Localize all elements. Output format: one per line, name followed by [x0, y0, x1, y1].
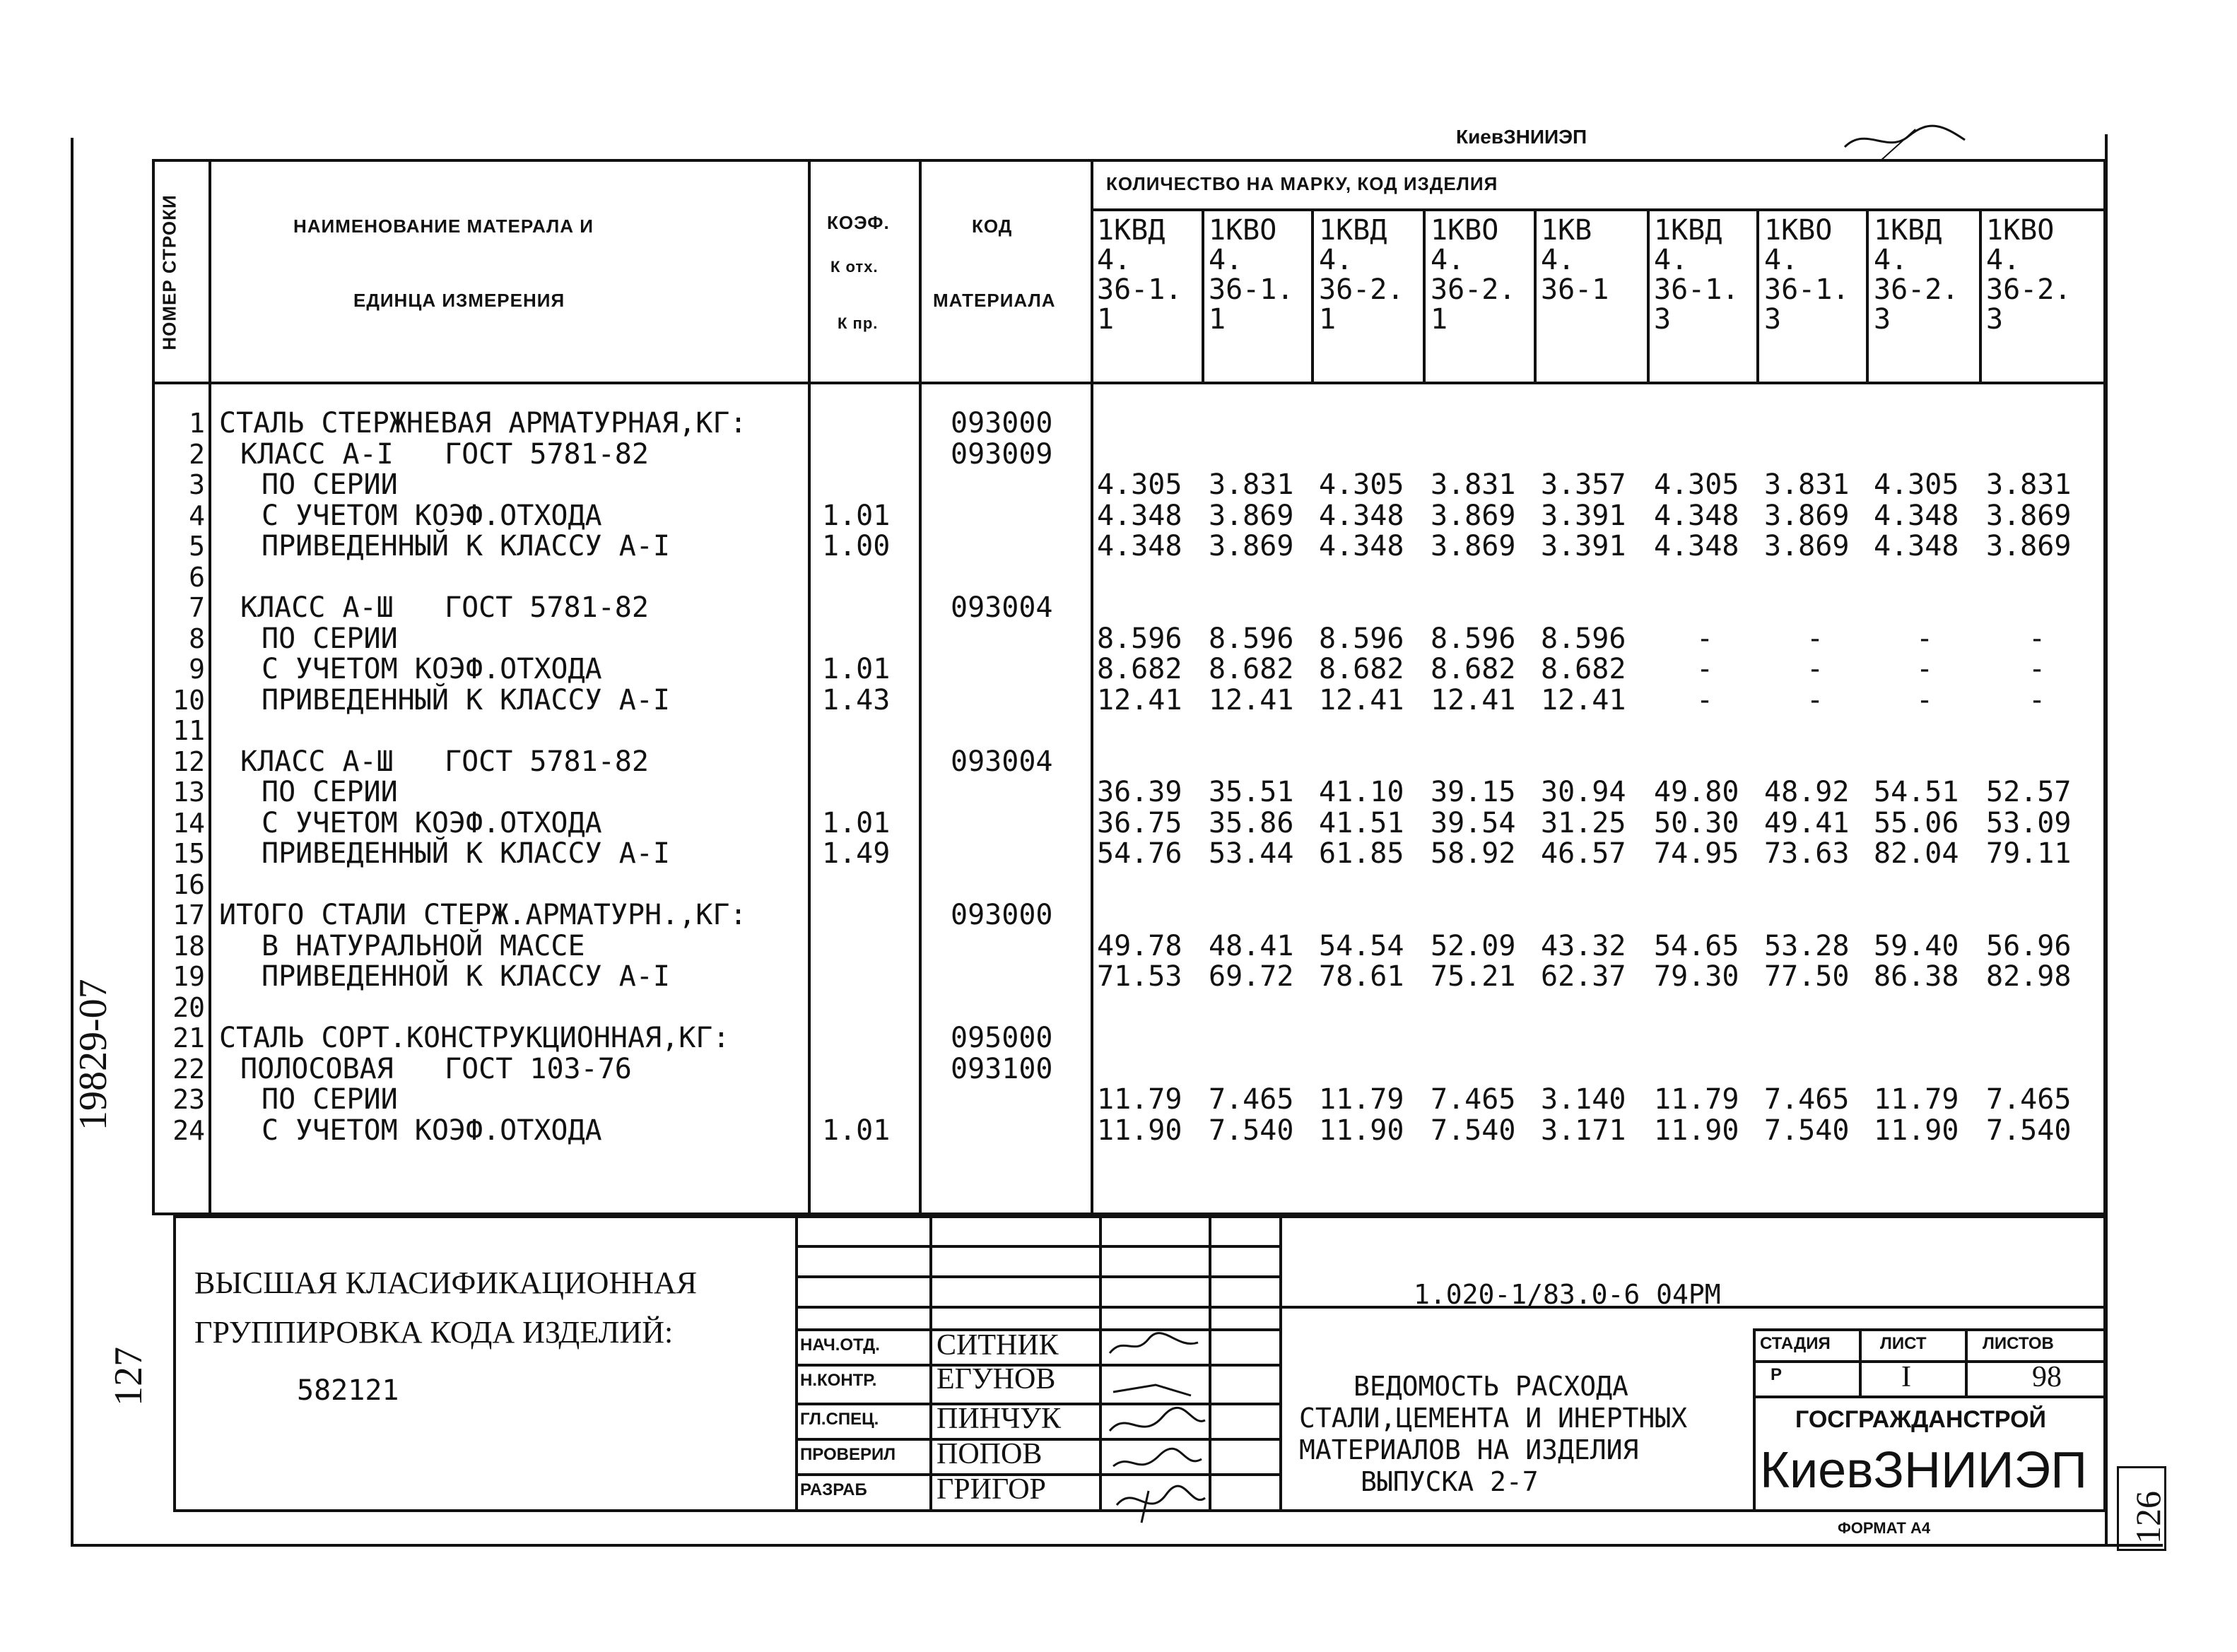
row-value: 69.72 — [1209, 960, 1294, 993]
row-value: 36.75 — [1097, 806, 1182, 839]
name-header-line1: НАИМЕНОВАНИЕ МАТЕРАЛА И — [293, 216, 594, 237]
row-value: 11.79 — [1319, 1083, 1404, 1116]
row-value: 77.50 — [1764, 960, 1850, 993]
row-number: 1 — [189, 408, 205, 439]
row-value: 8.596 — [1209, 622, 1294, 655]
org-line1: ГОСГРАЖДАНСТРОЙ — [1795, 1406, 2046, 1433]
quantity-header: КОЛИЧЕСТВО НА МАРКУ, КОД ИЗДЕЛИЯ — [1106, 173, 1498, 194]
role-4: ПРОВЕРИЛ — [800, 1445, 896, 1464]
product-col-7: 1КВО 4. 36-1. 3 — [1764, 214, 1850, 336]
row-value: 49.80 — [1654, 776, 1739, 808]
row-name: ПО СЕРИИ — [262, 1083, 398, 1116]
row-number: 10 — [172, 684, 205, 716]
product-col-9: 1КВО 4. 36-2. 3 — [1986, 214, 2072, 336]
product-col-4: 1КВО 4. 36-2. 1 — [1431, 214, 1516, 336]
row-value: 8.596 — [1541, 622, 1626, 655]
row-value: 12.41 — [1541, 683, 1626, 716]
row-name: ПРИВЕДЕННОЙ К КЛАССУ А-I — [262, 960, 670, 993]
row-code: 093004 — [951, 745, 1053, 778]
role-3-name: ПИНЧУК — [937, 1403, 1062, 1435]
row-value: 52.09 — [1431, 929, 1516, 962]
row-value: 49.78 — [1097, 929, 1182, 962]
row-value: 54.65 — [1654, 929, 1739, 962]
sheets-label: ЛИСТОВ — [1983, 1334, 2054, 1353]
row-value: 73.63 — [1764, 837, 1850, 870]
row-name: ПО СЕРИИ — [262, 776, 398, 808]
row-value: 35.86 — [1209, 806, 1294, 839]
code-header-line2: МАТЕРИАЛА — [933, 290, 1056, 311]
row-value: 86.38 — [1874, 960, 1959, 993]
row-value: 3.869 — [1986, 499, 2072, 532]
row-name: СТАЛЬ СОРТ.КОНСТРУКЦИОННАЯ,КГ: — [219, 1022, 730, 1054]
row-coef: 1.43 — [822, 683, 891, 716]
row-number: 12 — [172, 745, 205, 777]
row-value: 4.305 — [1319, 468, 1404, 501]
format-label: ФОРМАТ А4 — [1838, 1519, 1931, 1537]
row-number: 17 — [172, 899, 205, 931]
row-name: КЛАСС А-Ш ГОСТ 5781-82 — [240, 591, 649, 624]
row-value: 3.140 — [1541, 1083, 1626, 1116]
row-value: 74.95 — [1654, 837, 1739, 870]
row-value: 4.348 — [1097, 499, 1182, 532]
row-value: 4.348 — [1874, 499, 1959, 532]
row-value: 11.90 — [1097, 1114, 1182, 1147]
role-2: Н.КОНТР. — [800, 1371, 877, 1390]
row-value: 12.41 — [1097, 683, 1182, 716]
role-3: ГЛ.СПЕЦ. — [800, 1410, 879, 1429]
row-name: ПРИВЕДЕННЫЙ К КЛАССУ А-I — [262, 837, 670, 870]
side-page-right: 126 — [2128, 1491, 2168, 1544]
row-value: 3.391 — [1541, 530, 1626, 562]
row-value: 8.596 — [1097, 622, 1182, 655]
row-code: 093100 — [951, 1052, 1053, 1085]
row-value: 36.39 — [1097, 776, 1182, 808]
row-number: 2 — [189, 438, 205, 470]
row-value: 41.51 — [1319, 806, 1404, 839]
row-value: - — [1696, 683, 1714, 716]
side-doc-number: 19829-07 — [71, 979, 115, 1131]
row-value: 3.831 — [1764, 468, 1850, 501]
coef-header-line2: К отх. — [830, 258, 879, 276]
row-value: - — [1916, 653, 1934, 685]
row-value: 11.90 — [1654, 1114, 1739, 1147]
row-number: 15 — [172, 838, 205, 869]
classification-code: 582121 — [297, 1374, 399, 1407]
row-coef: 1.49 — [822, 837, 891, 870]
row-number: 4 — [189, 500, 205, 531]
row-value: 12.41 — [1209, 683, 1294, 716]
row-name: ПОЛОСОВАЯ ГОСТ 103-76 — [240, 1052, 632, 1085]
row-value: 61.85 — [1319, 837, 1404, 870]
row-name: С УЧЕТОМ КОЭФ.ОТХОДА — [262, 653, 602, 685]
row-value: 3.831 — [1986, 468, 2072, 501]
row-value: 8.596 — [1319, 622, 1404, 655]
row-value: 79.11 — [1986, 837, 2072, 870]
row-code: 093004 — [951, 591, 1053, 624]
product-col-6: 1КВД 4. 36-1. 3 — [1654, 214, 1739, 336]
title-line2: СТАЛИ,ЦЕМЕНТА И ИНЕРТНЫХ — [1299, 1403, 1688, 1434]
row-value: 53.09 — [1986, 806, 2072, 839]
row-value: 31.25 — [1541, 806, 1626, 839]
title-line3: МАТЕРИАЛОВ НА ИЗДЕЛИЯ — [1299, 1434, 1639, 1465]
row-number: 9 — [189, 654, 205, 685]
row-value: 7.465 — [1209, 1083, 1294, 1116]
coef-header-line3: К пр. — [838, 314, 879, 332]
row-value: 11.79 — [1654, 1083, 1739, 1116]
row-value: 4.348 — [1654, 530, 1739, 562]
row-value: 30.94 — [1541, 776, 1626, 808]
row-value: 3.869 — [1764, 499, 1850, 532]
row-value: 8.682 — [1541, 653, 1626, 685]
sheet-label: ЛИСТ — [1880, 1334, 1927, 1353]
row-value: 7.465 — [1986, 1083, 2072, 1116]
row-value: 48.41 — [1209, 929, 1294, 962]
row-coef: 1.01 — [822, 499, 891, 532]
row-number: 20 — [172, 991, 205, 1023]
row-coef: 1.01 — [822, 806, 891, 839]
row-code: 093000 — [951, 899, 1053, 931]
row-value: 3.391 — [1541, 499, 1626, 532]
row-value: 53.44 — [1209, 837, 1294, 870]
row-value: 4.305 — [1654, 468, 1739, 501]
product-col-5: 1КВ 4. 36-1 — [1541, 214, 1609, 306]
row-number: 21 — [172, 1022, 205, 1054]
row-value: 3.831 — [1431, 468, 1516, 501]
sheets-value: 98 — [2032, 1361, 2062, 1393]
row-value: - — [1916, 683, 1934, 716]
row-value: 54.51 — [1874, 776, 1959, 808]
title-line4: ВЫПУСКА 2-7 — [1361, 1466, 1539, 1497]
row-value: 50.30 — [1654, 806, 1739, 839]
row-value: - — [2028, 683, 2046, 716]
row-number: 3 — [189, 469, 205, 500]
row-name: ИТОГО СТАЛИ СТЕРЖ.АРМАТУРН.,КГ: — [219, 899, 747, 931]
row-number: 6 — [189, 561, 205, 593]
row-value: 55.06 — [1874, 806, 1959, 839]
row-value: - — [1807, 653, 1824, 685]
row-value: 41.10 — [1319, 776, 1404, 808]
row-number: 7 — [189, 592, 205, 623]
row-number: 24 — [172, 1114, 205, 1146]
row-value: 58.92 — [1431, 837, 1516, 870]
row-value: 4.348 — [1874, 530, 1959, 562]
row-value: 75.21 — [1431, 960, 1516, 993]
row-code: 093009 — [951, 437, 1053, 471]
row-value: 7.465 — [1764, 1083, 1850, 1116]
row-value: 8.682 — [1431, 653, 1516, 685]
row-value: 3.869 — [1986, 530, 2072, 562]
stage-value: Р — [1771, 1365, 1783, 1384]
row-name: КЛАСС А-Ш ГОСТ 5781-82 — [240, 745, 649, 778]
role-1-name: СИТНИК — [937, 1329, 1059, 1362]
code-header-line1: КОД — [972, 216, 1013, 237]
row-value: 54.54 — [1319, 929, 1404, 962]
row-value: 3.171 — [1541, 1114, 1626, 1147]
row-number: 19 — [172, 961, 205, 992]
row-value: 62.37 — [1541, 960, 1626, 993]
row-value: 48.92 — [1764, 776, 1850, 808]
row-value: 8.682 — [1319, 653, 1404, 685]
row-value: 3.869 — [1431, 530, 1516, 562]
row-value: 7.540 — [1986, 1114, 2072, 1147]
row-value: 71.53 — [1097, 960, 1182, 993]
row-number-header: НОМЕР СТРОКИ — [158, 194, 180, 350]
row-value: 46.57 — [1541, 837, 1626, 870]
sheet-value: I — [1901, 1361, 1911, 1393]
row-value: 56.96 — [1986, 929, 2072, 962]
row-value: 54.76 — [1097, 837, 1182, 870]
org-line2: КиевЗНИИЭП — [1760, 1442, 2087, 1499]
row-value: 3.869 — [1431, 499, 1516, 532]
header-stamp-org: КиевЗНИИЭП — [1456, 126, 1587, 148]
row-value: 4.305 — [1097, 468, 1182, 501]
signatures — [1099, 1328, 1212, 1526]
row-name: ПО СЕРИИ — [262, 468, 398, 501]
row-value: 11.79 — [1874, 1083, 1959, 1116]
row-value: 35.51 — [1209, 776, 1294, 808]
row-value: 12.41 — [1319, 683, 1404, 716]
row-number: 11 — [172, 715, 205, 746]
row-value: 82.98 — [1986, 960, 2072, 993]
product-col-1: 1КВД 4. 36-1. 1 — [1097, 214, 1182, 336]
row-value: - — [2028, 622, 2046, 655]
row-value: 7.540 — [1209, 1114, 1294, 1147]
side-page-left: 127 — [107, 1347, 151, 1406]
row-value: 49.41 — [1764, 806, 1850, 839]
row-code: 095000 — [951, 1022, 1053, 1054]
coef-header-line1: КОЭФ. — [827, 212, 890, 233]
role-1: НАЧ.ОТД. — [800, 1335, 880, 1355]
classification-line2: ГРУППИРОВКА КОДА ИЗДЕЛИЙ: — [194, 1315, 674, 1350]
role-5-name: ГРИГОР — [937, 1473, 1046, 1506]
row-value: 3.357 — [1541, 468, 1626, 501]
row-value: 4.348 — [1097, 530, 1182, 562]
role-2-name: ЕГУНОВ — [937, 1363, 1056, 1396]
row-value: 43.32 — [1541, 929, 1626, 962]
row-coef: 1.01 — [822, 1114, 891, 1147]
row-value: 4.348 — [1654, 499, 1739, 532]
classification-line1: ВЫСШАЯ КЛАСИФИКАЦИОННАЯ — [194, 1265, 698, 1300]
row-number: 5 — [189, 531, 205, 562]
row-number: 13 — [172, 777, 205, 808]
product-col-2: 1КВО 4. 36-1. 1 — [1209, 214, 1294, 336]
row-number: 22 — [172, 1053, 205, 1085]
stage-label: СТАДИЯ — [1760, 1334, 1831, 1353]
row-value: 12.41 — [1431, 683, 1516, 716]
product-col-3: 1КВД 4. 36-2. 1 — [1319, 214, 1404, 336]
row-value: 8.596 — [1431, 622, 1516, 655]
row-number: 14 — [172, 807, 205, 839]
row-name: ПРИВЕДЕННЫЙ К КЛАССУ А-I — [262, 530, 670, 562]
row-name: КЛАСС А-I ГОСТ 5781-82 — [240, 437, 649, 471]
row-value: 8.682 — [1097, 653, 1182, 685]
row-value: 8.682 — [1209, 653, 1294, 685]
row-value: 59.40 — [1874, 929, 1959, 962]
row-value: - — [1696, 622, 1714, 655]
row-value: 7.540 — [1431, 1114, 1516, 1147]
row-coef: 1.01 — [822, 653, 891, 685]
row-coef: 1.00 — [822, 530, 891, 562]
row-number: 18 — [172, 930, 205, 962]
role-4-name: ПОПОВ — [937, 1438, 1043, 1470]
row-value: 11.90 — [1319, 1114, 1404, 1147]
row-value: 3.869 — [1209, 499, 1294, 532]
row-value: 82.04 — [1874, 837, 1959, 870]
row-value: 39.54 — [1431, 806, 1516, 839]
row-value: - — [1916, 622, 1934, 655]
row-value: 4.348 — [1319, 530, 1404, 562]
row-value: 3.831 — [1209, 468, 1294, 501]
product-col-8: 1КВД 4. 36-2. 3 — [1874, 214, 1959, 336]
row-value: 3.869 — [1209, 530, 1294, 562]
row-name: ПРИВЕДЕННЫЙ К КЛАССУ А-I — [262, 683, 670, 716]
title-line1: ВЕДОМОСТЬ РАСХОДА — [1354, 1371, 1628, 1402]
table-header-bottom — [152, 382, 2106, 384]
row-code: 093000 — [951, 407, 1053, 439]
name-header-line2: ЕДИНЦА ИЗМЕРЕНИЯ — [353, 290, 565, 311]
outer-left-border — [71, 138, 74, 1544]
row-value: 4.348 — [1319, 499, 1404, 532]
outer-bottom-border — [71, 1544, 2163, 1547]
row-value: 11.79 — [1097, 1083, 1182, 1116]
row-name: СТАЛЬ СТЕРЖНЕВАЯ АРМАТУРНАЯ,КГ: — [219, 407, 747, 439]
row-value: - — [1807, 622, 1824, 655]
row-name: В НАТУРАЛЬНОЙ МАССЕ — [262, 929, 585, 962]
row-value: 4.305 — [1874, 468, 1959, 501]
row-value: - — [1807, 683, 1824, 716]
role-5: РАЗРАБ — [800, 1480, 867, 1499]
row-value: 11.90 — [1874, 1114, 1959, 1147]
row-name: С УЧЕТОМ КОЭФ.ОТХОДА — [262, 499, 602, 532]
row-value: 53.28 — [1764, 929, 1850, 962]
row-value: 39.15 — [1431, 776, 1516, 808]
row-value: 52.57 — [1986, 776, 2072, 808]
row-name: С УЧЕТОМ КОЭФ.ОТХОДА — [262, 1114, 602, 1147]
row-number: 23 — [172, 1084, 205, 1115]
row-name: ПО СЕРИИ — [262, 622, 398, 655]
row-value: 7.465 — [1431, 1083, 1516, 1116]
row-value: 7.540 — [1764, 1114, 1850, 1147]
row-value: - — [1696, 653, 1714, 685]
row-value: 3.869 — [1764, 530, 1850, 562]
doc-code: 1.020-1/83.0-6 04РМ — [1414, 1279, 1721, 1310]
row-number: 8 — [189, 623, 205, 654]
row-value: 79.30 — [1654, 960, 1739, 993]
row-name: С УЧЕТОМ КОЭФ.ОТХОДА — [262, 806, 602, 839]
row-value: 78.61 — [1319, 960, 1404, 993]
row-number: 16 — [172, 868, 205, 900]
row-value: - — [2028, 653, 2046, 685]
